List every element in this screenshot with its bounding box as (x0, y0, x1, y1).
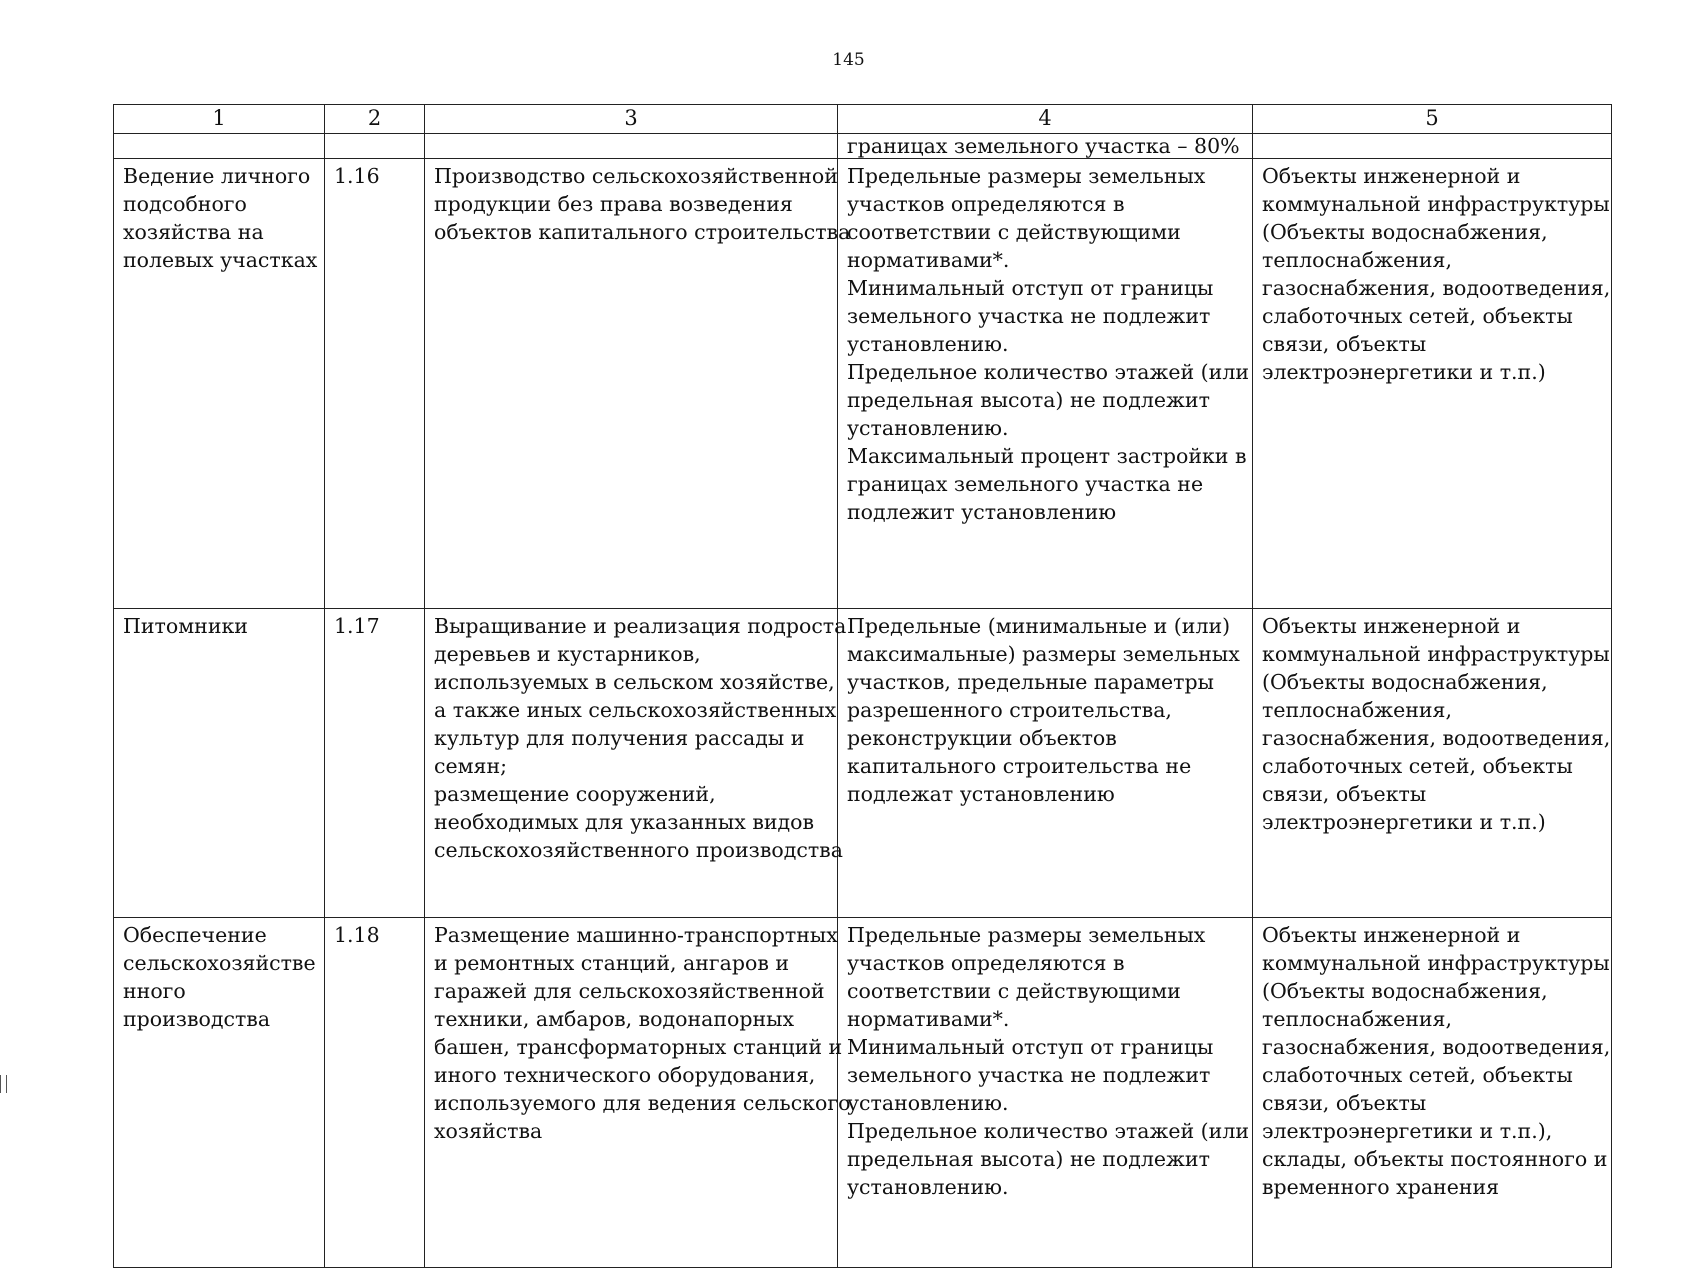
cell-line: размещение сооружений, (434, 782, 716, 806)
cell-line: соответствии с действующими (847, 979, 1181, 1003)
cell-line: Производство сельскохозяйственной (434, 164, 838, 188)
continuation-cell-3 (425, 134, 838, 159)
cell-line: Ведение личного (123, 164, 311, 188)
cell-line: Предельные размеры земельных (847, 164, 1206, 188)
cell-line: подлежат установлению (847, 782, 1115, 806)
cell-line: нормативами*. (847, 1007, 1010, 1031)
continuation-cell-5 (1253, 134, 1612, 159)
cell-line: хозяйства (434, 1119, 543, 1143)
page-number: 145 (832, 50, 865, 70)
cell-line: Размещение машинно-транспортных (434, 923, 838, 947)
cell-line: участков определяются в (847, 192, 1125, 216)
zoning-table (113, 104, 1612, 1268)
table-row (114, 918, 1612, 1268)
cell-line: Минимальный отступ от границы (847, 1035, 1214, 1059)
cell-line: Объекты инженерной и (1262, 614, 1521, 638)
cell-line: предельная высота) не подлежит (847, 1147, 1210, 1171)
cell-line: соответствии с действующими (847, 220, 1181, 244)
cell-line: теплоснабжения, (1262, 1007, 1452, 1031)
cell-auxiliary (1253, 159, 1612, 609)
cell-line: земельного участка не подлежит (847, 304, 1211, 328)
header-cell-2: 2 (325, 105, 425, 134)
continuation-row (114, 134, 1612, 159)
cell-line: связи, объекты (1262, 1091, 1427, 1115)
cell-line: объектов капитального строительства (434, 220, 851, 244)
cell-line: культур для получения рассады и (434, 726, 805, 750)
cell-description (425, 159, 851, 609)
cell-line: гаражей для сельскохозяйственной (434, 979, 825, 1003)
cell-line: Питомники (123, 614, 248, 638)
cell-line: семян; (434, 754, 508, 778)
cell-code: 1.16 (325, 159, 425, 609)
table-row (114, 609, 1612, 918)
continuation-cell-1 (114, 134, 325, 159)
cell-line: установлению. (847, 416, 1009, 440)
scan-edge-mark (0, 1075, 7, 1093)
cell-line: полевых участках (123, 248, 318, 272)
cell-line: (Объекты водоснабжения, (1262, 979, 1548, 1003)
cell-line: Предельные (минимальные и (или) (847, 614, 1231, 638)
cell-line: (Объекты водоснабжения, (1262, 670, 1548, 694)
cell-line: установлению. (847, 332, 1009, 356)
cell-line: хозяйства на (123, 220, 264, 244)
cell-auxiliary (1253, 918, 1612, 1268)
cell-line: капитального строительства не (847, 754, 1192, 778)
cell-line: связи, объекты (1262, 332, 1427, 356)
cell-line: Обеспечение (123, 923, 267, 947)
header-cell-3: 3 (425, 105, 838, 134)
cell-line: Максимальный процент застройки в (847, 444, 1247, 468)
cell-line: газоснабжения, водоотведения, (1262, 1035, 1611, 1059)
cell-line: электроэнергетики и т.п.) (1262, 360, 1546, 384)
cell-line: электроэнергетики и т.п.) (1262, 810, 1546, 834)
cell-line: продукции без права возведения (434, 192, 793, 216)
cell-name (114, 609, 325, 918)
cell-line: участков определяются в (847, 951, 1125, 975)
cell-line: сельскохозяйстве (123, 951, 316, 975)
cell-line: установлению. (847, 1091, 1009, 1115)
cell-parameters (838, 609, 1253, 918)
cell-description (425, 609, 847, 918)
cell-line: границах земельного участка не (847, 472, 1204, 496)
cell-line: коммунальной инфраструктуры (1262, 951, 1610, 975)
cell-line: газоснабжения, водоотведения, (1262, 276, 1611, 300)
cell-line: Объекты инженерной и (1262, 164, 1521, 188)
cell-line: используемых в сельском хозяйстве, (434, 670, 835, 694)
cell-line: Предельные размеры земельных (847, 923, 1206, 947)
cell-code: 1.17 (325, 609, 425, 918)
cell-line: Минимальный отступ от границы (847, 276, 1214, 300)
cell-line: техники, амбаров, водонапорных (434, 1007, 795, 1031)
cell-line: установлению. (847, 1175, 1009, 1199)
cell-line: реконструкции объектов (847, 726, 1117, 750)
cell-line: Объекты инженерной и (1262, 923, 1521, 947)
cell-line: разрешенного строительства, (847, 698, 1172, 722)
cell-line: максимальные) размеры земельных (847, 642, 1240, 666)
continuation-cell-2 (325, 134, 425, 159)
cell-auxiliary (1253, 609, 1612, 918)
cell-parameters (838, 918, 1253, 1268)
cell-name (114, 918, 325, 1268)
cell-line: участков, предельные параметры (847, 670, 1214, 694)
cell-line: деревьев и кустарников, (434, 642, 701, 666)
cell-line: коммунальной инфраструктуры (1262, 192, 1610, 216)
cell-line: Предельное количество этажей (или (847, 1119, 1250, 1143)
header-cell-4: 4 (838, 105, 1253, 134)
cell-line: Выращивание и реализация подроста (434, 614, 847, 638)
cell-line: производства (123, 1007, 271, 1031)
cell-line: (Объекты водоснабжения, (1262, 220, 1548, 244)
cell-line: газоснабжения, водоотведения, (1262, 726, 1611, 750)
cell-line: связи, объекты (1262, 782, 1427, 806)
cell-line: слаботочных сетей, объекты (1262, 1063, 1573, 1087)
cell-line: склады, объекты постоянного и (1262, 1147, 1608, 1171)
cell-line: нного (123, 979, 186, 1003)
cell-line: теплоснабжения, (1262, 248, 1452, 272)
cell-line: коммунальной инфраструктуры (1262, 642, 1610, 666)
cell-line: башен, трансформаторных станций и (434, 1035, 843, 1059)
table-body (114, 159, 1612, 1268)
cell-name (114, 159, 325, 609)
cell-line: нормативами*. (847, 248, 1010, 272)
cell-line: земельного участка не подлежит (847, 1063, 1211, 1087)
cell-description (425, 918, 851, 1268)
continuation-cell-4: границах земельного участка – 80% (838, 134, 1253, 159)
cell-line: используемого для ведения сельского (434, 1091, 851, 1115)
cell-line: Предельное количество этажей (или (847, 360, 1250, 384)
cell-line: подсобного (123, 192, 247, 216)
cell-line: электроэнергетики и т.п.), (1262, 1119, 1553, 1143)
cell-code: 1.18 (325, 918, 425, 1268)
table-row (114, 159, 1612, 609)
cell-parameters (838, 159, 1253, 609)
cell-line: предельная высота) не подлежит (847, 388, 1210, 412)
cell-line: а также иных сельскохозяйственных (434, 698, 837, 722)
cell-line: слаботочных сетей, объекты (1262, 304, 1573, 328)
cell-line: иного технического оборудования, (434, 1063, 816, 1087)
cell-line: теплоснабжения, (1262, 698, 1452, 722)
cell-line: слаботочных сетей, объекты (1262, 754, 1573, 778)
cell-line: и ремонтных станций, ангаров и (434, 951, 790, 975)
header-cell-5: 5 (1253, 105, 1612, 134)
cell-line: временного хранения (1262, 1175, 1500, 1199)
cell-line: необходимых для указанных видов (434, 810, 815, 834)
header-cell-1: 1 (114, 105, 325, 134)
cell-line: подлежит установлению (847, 500, 1117, 524)
table-header-row (114, 105, 1612, 134)
cell-line: сельскохозяйственного производства (434, 838, 843, 862)
